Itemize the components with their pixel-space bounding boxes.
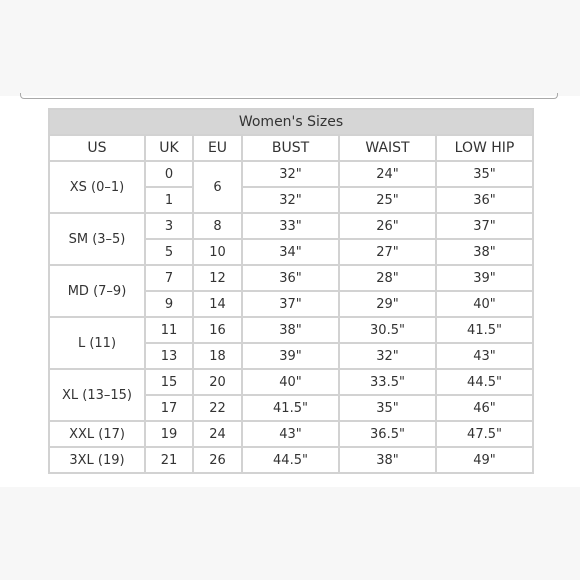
uk-size-cell: 5 [145,239,193,265]
eu-size-cell: 16 [193,317,242,343]
us-size-cell: XXL (17) [49,421,145,447]
table-row [49,421,533,447]
eu-size-cell: 22 [193,395,242,421]
low-hip-cell: 40" [436,291,533,317]
uk-size-cell: 21 [145,447,193,473]
eu-size-cell: 8 [193,213,242,239]
uk-size-cell: 19 [145,421,193,447]
low-hip-cell: 49" [436,447,533,473]
waist-cell: 30.5" [339,317,436,343]
table-row [49,161,533,187]
uk-size-cell: 9 [145,291,193,317]
bust-cell: 43" [242,421,339,447]
us-size-cell: XL (13–15) [49,369,145,421]
table-row [49,317,533,343]
uk-size-cell: 0 [145,161,193,187]
uk-size-cell: 15 [145,369,193,395]
bust-cell: 40" [242,369,339,395]
bust-cell: 32" [242,187,339,213]
column-header-waist: WAIST [339,135,436,161]
eu-size-cell: 24 [193,421,242,447]
waist-cell: 33.5" [339,369,436,395]
low-hip-cell: 46" [436,395,533,421]
uk-size-cell: 3 [145,213,193,239]
bust-cell: 36" [242,265,339,291]
eu-size-cell: 6 [193,161,242,213]
column-header-eu: EU [193,135,242,161]
table-row [49,213,533,239]
bust-cell: 32" [242,161,339,187]
bust-cell: 34" [242,239,339,265]
eu-size-cell: 26 [193,447,242,473]
waist-cell: 25" [339,187,436,213]
low-hip-cell: 36" [436,187,533,213]
size-chart-table [48,108,534,474]
low-hip-cell: 47.5" [436,421,533,447]
bust-cell: 41.5" [242,395,339,421]
waist-cell: 26" [339,213,436,239]
waist-cell: 38" [339,447,436,473]
uk-size-cell: 1 [145,187,193,213]
bust-cell: 33" [242,213,339,239]
column-header-us: US [49,135,145,161]
uk-size-cell: 13 [145,343,193,369]
low-hip-cell: 37" [436,213,533,239]
low-hip-cell: 43" [436,343,533,369]
eu-size-cell: 20 [193,369,242,395]
waist-cell: 32" [339,343,436,369]
waist-cell: 36.5" [339,421,436,447]
eu-size-cell: 10 [193,239,242,265]
bottom-background-band [0,487,580,580]
uk-size-cell: 7 [145,265,193,291]
table-header-row [49,135,533,161]
column-header-uk: UK [145,135,193,161]
low-hip-cell: 39" [436,265,533,291]
table-title: Women's Sizes [49,109,533,135]
table-row [49,447,533,473]
top-background-band [0,0,580,96]
waist-cell: 24" [339,161,436,187]
uk-size-cell: 11 [145,317,193,343]
uk-size-cell: 17 [145,395,193,421]
low-hip-cell: 44.5" [436,369,533,395]
us-size-cell: XS (0–1) [49,161,145,213]
table-row [49,369,533,395]
waist-cell: 27" [339,239,436,265]
us-size-cell: MD (7–9) [49,265,145,317]
column-header-low-hip: LOW HIP [436,135,533,161]
table-title-row [49,109,533,135]
eu-size-cell: 12 [193,265,242,291]
column-header-bust: BUST [242,135,339,161]
low-hip-cell: 35" [436,161,533,187]
eu-size-cell: 14 [193,291,242,317]
table-row [49,265,533,291]
bust-cell: 39" [242,343,339,369]
bust-cell: 37" [242,291,339,317]
bust-cell: 44.5" [242,447,339,473]
waist-cell: 35" [339,395,436,421]
us-size-cell: L (11) [49,317,145,369]
card-bottom-edge [20,93,558,99]
waist-cell: 28" [339,265,436,291]
waist-cell: 29" [339,291,436,317]
bust-cell: 38" [242,317,339,343]
low-hip-cell: 38" [436,239,533,265]
low-hip-cell: 41.5" [436,317,533,343]
us-size-cell: SM (3–5) [49,213,145,265]
eu-size-cell: 18 [193,343,242,369]
us-size-cell: 3XL (19) [49,447,145,473]
